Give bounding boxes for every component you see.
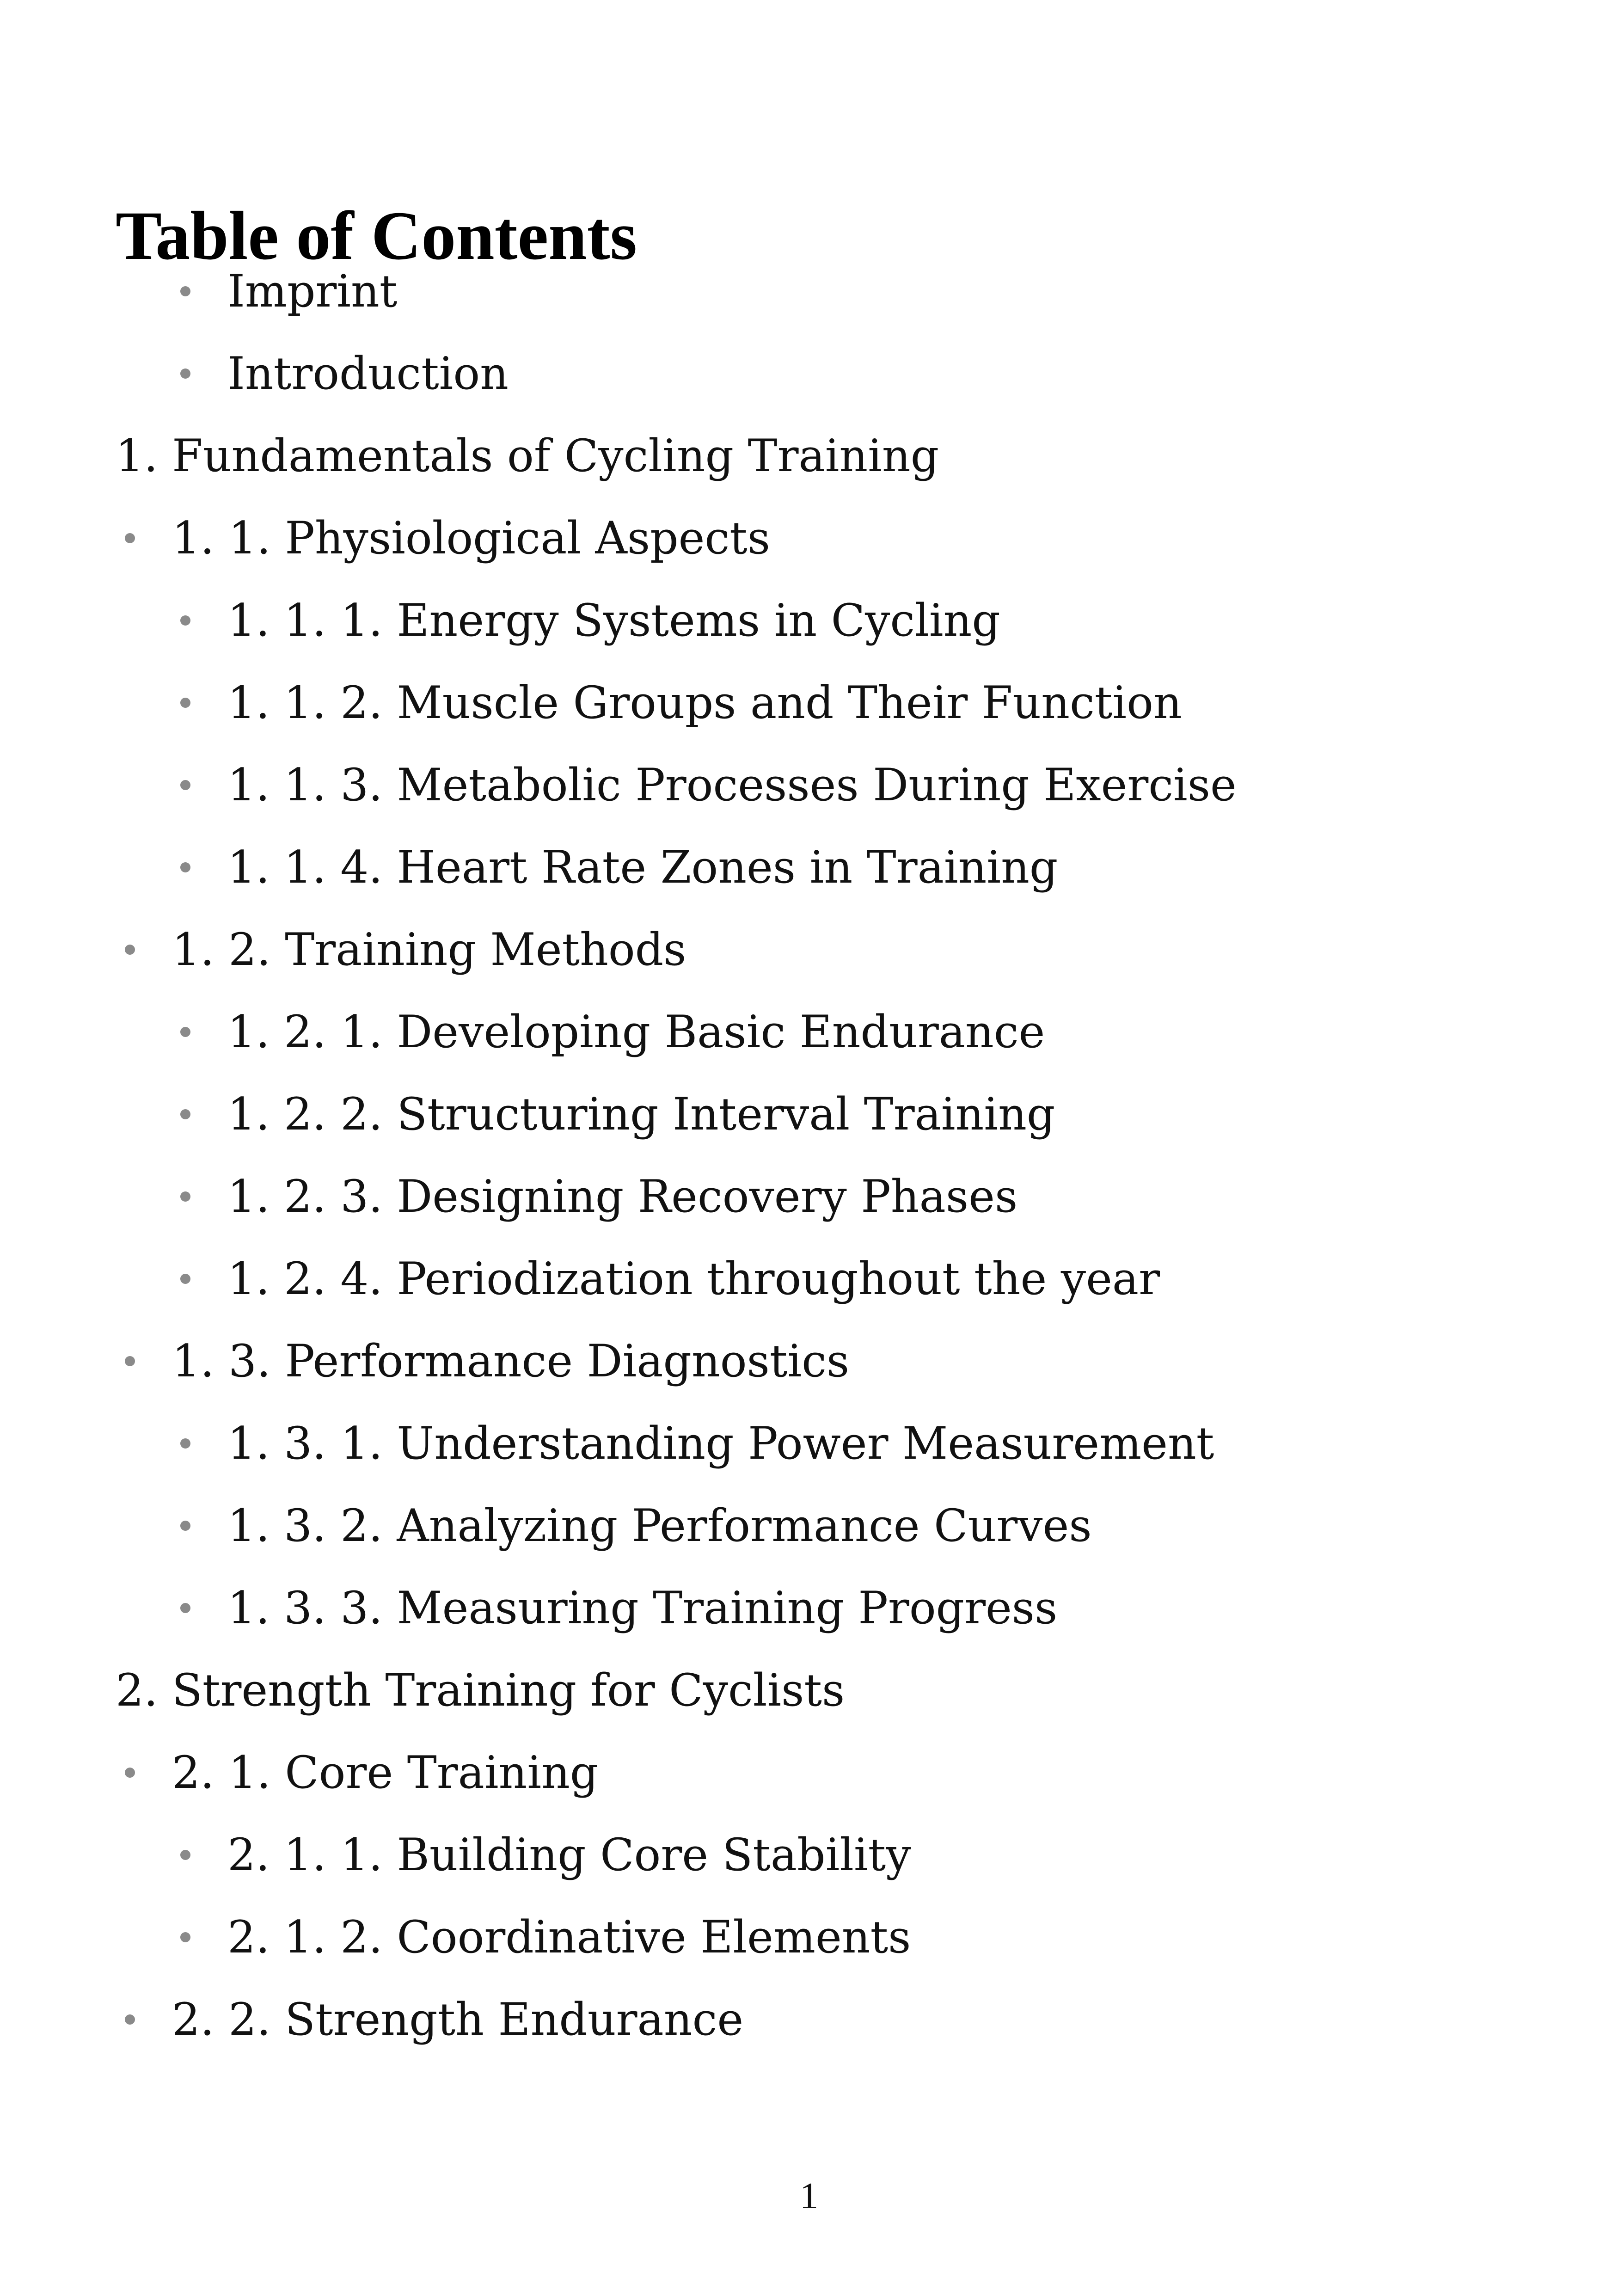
bullet-icon [180, 698, 190, 708]
toc-entry-label: 2. 1. 2. Coordinative Elements [227, 1911, 911, 1963]
toc-entry-label: 1. 3. 2. Analyzing Performance Curves [227, 1500, 1092, 1552]
toc-entry-label: 1. Fundamentals of Cycling Training [116, 430, 939, 482]
toc-entry[interactable] [116, 419, 939, 493]
toc-entry-label: 1. 1. 1. Energy Systems in Cycling [227, 595, 1000, 646]
toc-entry[interactable] [180, 583, 1000, 657]
toc-entry[interactable] [180, 1406, 1214, 1480]
toc-entry[interactable] [125, 1736, 598, 1810]
bullet-icon [180, 1521, 190, 1531]
bullet-icon [125, 2014, 135, 2025]
toc-entry[interactable] [180, 1900, 911, 1974]
page-number: 1 [800, 2176, 818, 2216]
bullet-icon [180, 1109, 190, 1119]
bullet-icon [180, 1191, 190, 1202]
bullet-icon [125, 1768, 135, 1778]
bullet-icon [180, 780, 190, 790]
toc-entry-label: 1. 2. 3. Designing Recovery Phases [227, 1171, 1018, 1222]
bullet-icon [180, 1438, 190, 1449]
bullet-icon [180, 862, 190, 872]
toc-entry-label: 2. 1. 1. Building Core Stability [227, 1829, 911, 1881]
page-title: Table of Contents [116, 197, 637, 274]
bullet-icon [180, 1932, 190, 1942]
toc-entry-label: 1. 1. 2. Muscle Groups and Their Function [227, 677, 1182, 729]
toc-entry-label: Imprint [227, 265, 398, 317]
bullet-icon [180, 615, 190, 626]
toc-entry[interactable] [125, 501, 770, 575]
toc-entry[interactable] [116, 1653, 845, 1727]
toc-entry[interactable] [180, 1571, 1057, 1645]
toc-entry-label: 1. 2. 1. Developing Basic Endurance [227, 1006, 1045, 1058]
toc-entry[interactable] [180, 1077, 1055, 1151]
toc-entry[interactable] [125, 1324, 849, 1398]
bullet-icon [180, 368, 190, 379]
toc-entry[interactable] [180, 995, 1045, 1069]
bullet-icon [125, 533, 135, 543]
toc-entry-label: 1. 3. 1. Understanding Power Measurement [227, 1418, 1214, 1469]
bullet-icon [125, 945, 135, 955]
toc-entry-label: 1. 3. 3. Measuring Training Progress [227, 1582, 1058, 1634]
toc-entry[interactable] [125, 913, 686, 987]
toc-entry[interactable] [180, 666, 1182, 740]
bullet-icon [180, 286, 190, 296]
toc-entry-label: 1. 3. Performance Diagnostics [172, 1335, 850, 1387]
toc-entry-label: 2. Strength Training for Cyclists [116, 1664, 845, 1716]
toc-entry[interactable] [180, 830, 1058, 904]
bullet-icon [180, 1274, 190, 1284]
toc-entry[interactable] [180, 337, 509, 411]
toc-entry-label: 1. 1. Physiological Aspects [172, 512, 770, 564]
toc-entry-label: 2. 2. Strength Endurance [172, 1994, 744, 2045]
bullet-icon [180, 1603, 190, 1613]
bullet-icon [180, 1850, 190, 1860]
toc-entry-label: 1. 2. 2. Structuring Interval Training [227, 1088, 1055, 1140]
toc-entry[interactable] [180, 1160, 1017, 1234]
toc-entry[interactable] [180, 1242, 1160, 1316]
toc-entry-label: 1. 1. 3. Metabolic Processes During Exercise [227, 759, 1237, 811]
toc-entry-label: Introduction [227, 348, 509, 399]
toc-entry[interactable] [125, 1983, 743, 2057]
toc-entry-label: 1. 2. Training Methods [172, 924, 686, 976]
toc-entry[interactable] [180, 254, 397, 328]
bullet-icon [125, 1356, 135, 1366]
toc-entry-label: 1. 2. 4. Periodization throughout the year [227, 1253, 1160, 1305]
bullet-icon [180, 1027, 190, 1037]
toc-entry[interactable] [180, 1818, 911, 1892]
toc-entry-label: 1. 1. 4. Heart Rate Zones in Training [227, 841, 1058, 893]
toc-entry[interactable] [180, 748, 1237, 822]
toc-entry[interactable] [180, 1489, 1092, 1563]
toc-entry-label: 2. 1. Core Training [172, 1747, 599, 1799]
